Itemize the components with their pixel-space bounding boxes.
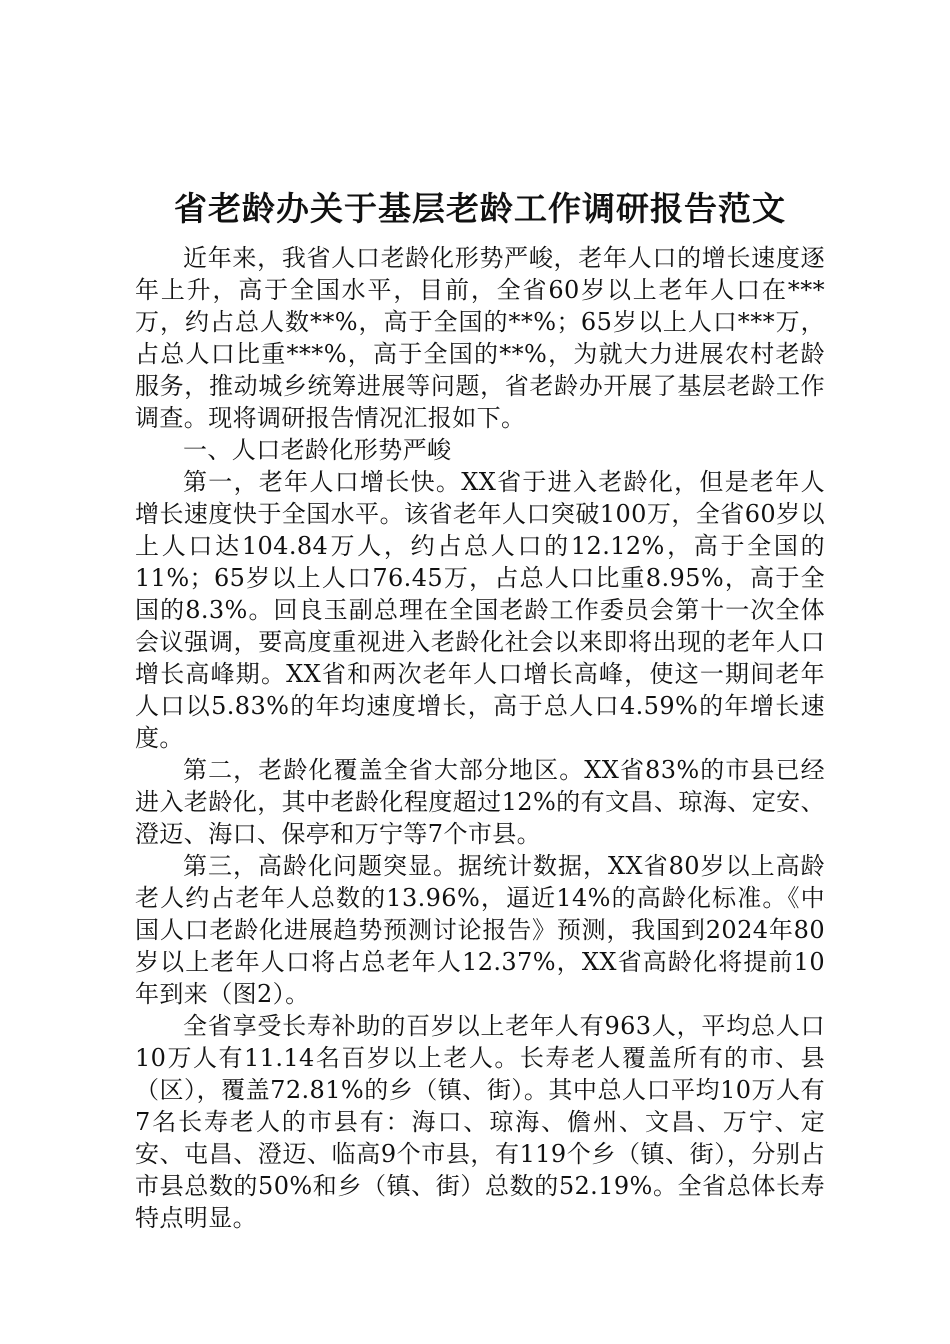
document-title: 省老龄办关于基层老龄工作调研报告范文	[174, 189, 786, 228]
document-page	[135, 160, 825, 1234]
paragraph-2: 第二，老龄化覆盖全省大部分地区。XX省83%的市县已经进入老龄化，其中老龄化程度超过12%的有文昌、琼海、定安、澄迈、海口、保亭和万宁等7个市县。	[135, 756, 825, 848]
section-heading-1: 一、人口老龄化形势严峻	[183, 436, 452, 464]
intro-paragraph: 近年来，我省人口老龄化形势严峻，老年人口的增长速度逐年上升，高于全国水平，目前，全省60岁以上老年人口在***万，约占总人数**%，高于全国的**%；65岁以上人口***万，占总人口比重***%，高于全国的**%，为就大力进展农村老龄服务，推动城乡统筹进展等问题，省老龄办开展了基层老龄工作调查。现将调研报告情况汇报如下。	[135, 244, 825, 432]
paragraph-3: 第三，高龄化问题突显。据统计数据，XX省80岁以上高龄老人约占老年人总数的13.96%，逼近14%的高龄化标准。《中国人口老龄化进展趋势预测讨论报告》预测，我国到2024年80岁以上老年人口将占总老年人12.37%，XX省高龄化将提前10年到来（图2）。	[135, 852, 825, 1008]
paragraph-1: 第一，老年人口增长快。XX省于进入老龄化，但是老年人增长速度快于全国水平。该省老年人口突破100万，全省60岁以上人口达104.84万人，约占总人口的12.12%，高于全国的11%；65岁以上人口76.45万，占总人口比重8.95%，高于全国的8.3%。回良玉副总理在全国老龄工作委员会第十一次全体会议强调，要高度重视进入老龄化社会以来即将出现的老年人口增长高峰期。XX省和两次老年人口增长高峰，使这一期间老年人口以5.83%的年均速度增长，高于总人口4.59%的年增长速度。	[135, 468, 825, 752]
paragraph-4: 全省享受长寿补助的百岁以上老年人有963人，平均总人口10万人有11.14名百岁以上老人。长寿老人覆盖所有的市、县（区），覆盖72.81%的乡（镇、街）。其中总人口平均10万人有7名长寿老人的市县有：海口、琼海、儋州、文昌、万宁、定安、屯昌、澄迈、临高9个市县，有119个乡（镇、街），分别占市县总数的50%和乡（镇、街）总数的52.19%。全省总体长寿特点明显。	[135, 1012, 825, 1232]
